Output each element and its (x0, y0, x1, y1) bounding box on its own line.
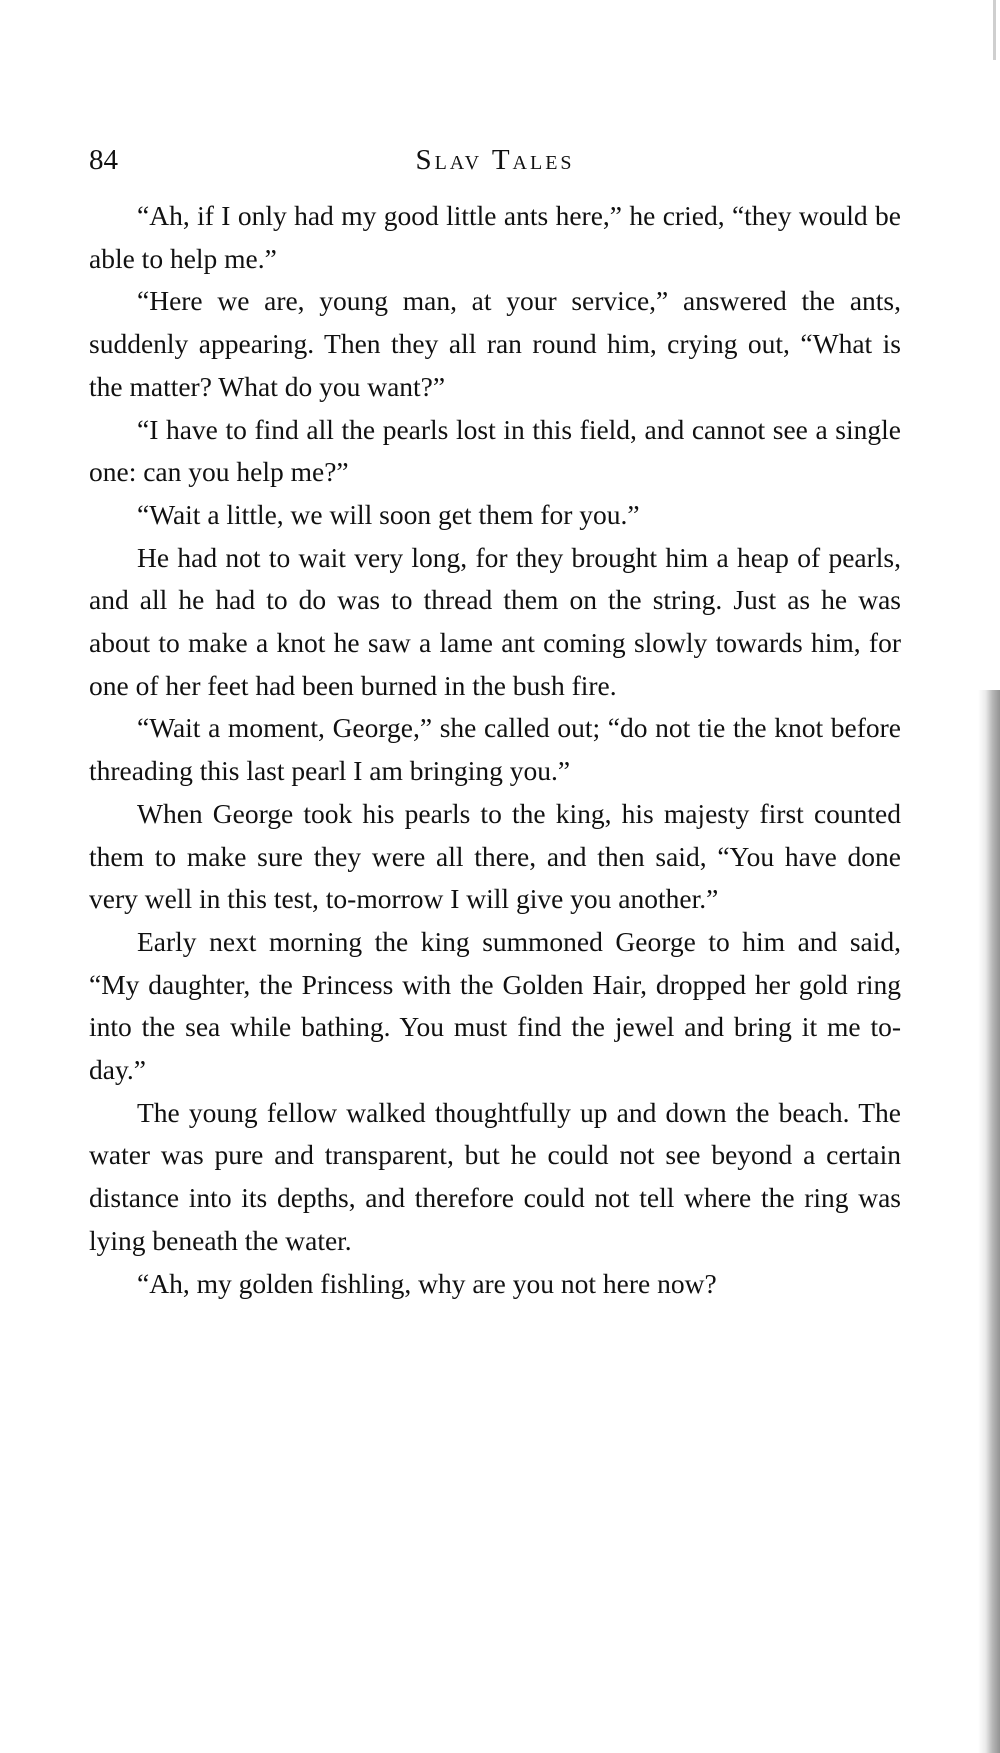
paragraph: When George took his pearls to the king, his majesty first counted them to make sure they were all there, and then said, “You have done very well in this test, to-morrow I will give you another.” (89, 797, 901, 915)
paragraph: He had not to wait very long, for they brought him a heap of pearls, and all he had to do was to thread them on the string. Just as he was about to make a knot he saw a lame ant coming slowly towards him, for one of her feet had been burned in the bush fire. (89, 541, 901, 701)
paragraph: “Ah, my golden fishling, why are you not here now? (137, 1267, 717, 1299)
paragraph: “Wait a little, we will soon get them for you.” (137, 498, 640, 530)
running-head: Slav Tales (415, 144, 575, 176)
paragraph: Early next morning the king summoned George to him and said, “My daughter, the Princess with the Golden Hair, dropped her gold ring into the sea while bathing. You must find the jewel and bring it me to-day.” (89, 925, 901, 1086)
paragraph: The young fellow walked thoughtfully up and down the beach. The water was pure and transparent, but he could not see beyond a certain distance into its depths, and therefore could not tell where the ring was lying beneath the water. (89, 1096, 901, 1256)
page-edge-mark (993, 0, 996, 60)
book-binding-shadow (978, 690, 1000, 1753)
paragraph: “Here we are, young man, at your service,” answered the ants, suddenly appearing. Then they all ran round him, crying out, “What is the matter? What do you want?” (89, 285, 901, 402)
page-number: 84 (89, 144, 118, 176)
paragraph: “Ah, if I only had my good little ants here,” he cried, “they would be able to help me.” (89, 200, 901, 274)
body-text (89, 195, 901, 1305)
paragraph: “I have to find all the pearls lost in this field, and cannot see a single one: can you help me?” (89, 413, 901, 488)
paragraph: “Wait a moment, George,” she called out; “do not tie the knot before threading this last pearl I am bringing you.” (89, 712, 901, 787)
page-header (89, 140, 901, 180)
